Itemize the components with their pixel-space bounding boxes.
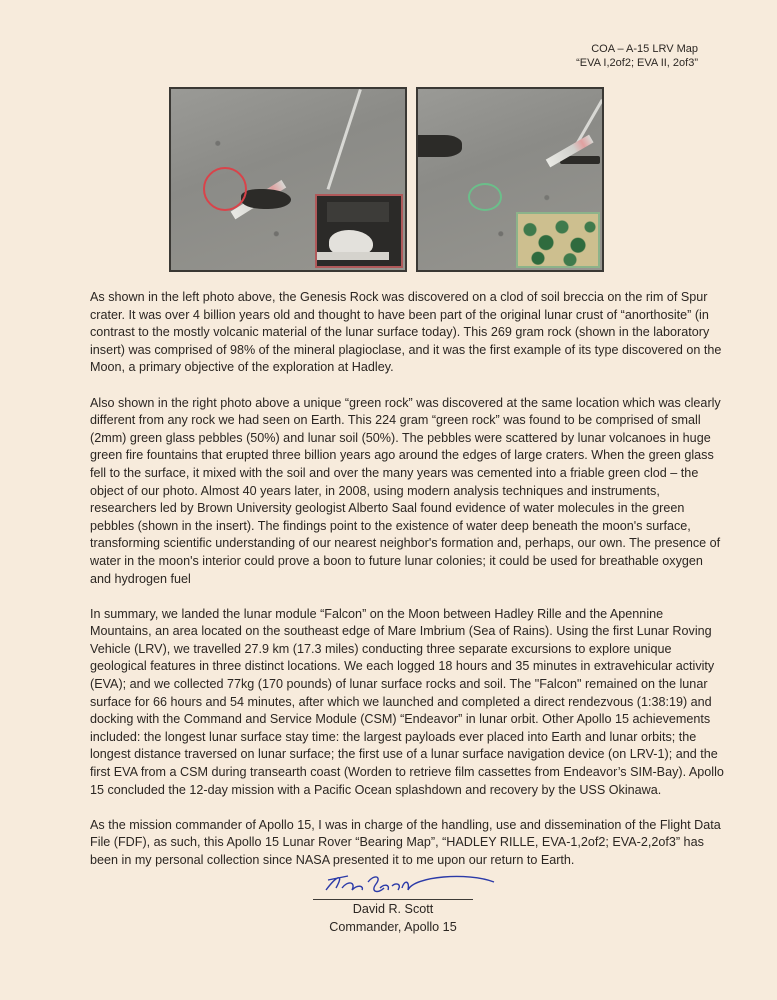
paragraph-summary: In summary, we landed the lunar module “Falcon” on the Moon between Hadley Rille and the Apennine Mountains, an area located on the southeast edge of Mare Imbrium (Sea of Rains). Using the first Lunar Roving Vehicle (LRV), we travelled 27.9 km (17.3 miles) conducting three separate excursions to explore unique geological features in three distinct locations. We each logged 18 hours and 35 minutes in extravehicular activity (EVA); and we collected 77kg (170 pounds) of lunar surface rocks and soil. The "Falcon" remained on the lunar surface for 66 hours and 54 minutes, after which we launched and completed a direct rendezvous (1:38:19) and docking with the Command and Service Module (CSM) “Endeavor” in lunar orbit. Other Apollo 15 achievements included: the longest lunar surface stay time: the largest payloads ever placed into Earth and lunar orbits; the longest distance traversed on lunar surface; the first use of a lunar surface navigation device (on LRV-1); and the first EVA from a CSM during transearth coast (Worden to retrieve film cassettes from Endeavor’s SIM-Bay). Apollo 15 concluded the 12-day mission with a Pacific Ocean splashdown and recovery by the USS Okinawa. bbox=[90, 606, 724, 797]
header-line-2: “EVA I,2of2; EVA II, 2of3” bbox=[576, 57, 698, 69]
laboratory-insert bbox=[315, 194, 403, 268]
left-shadow bbox=[418, 135, 462, 157]
signature-block bbox=[313, 899, 473, 936]
green-rock-photo bbox=[416, 87, 604, 272]
green-highlight-circle bbox=[468, 183, 502, 211]
lab-tray bbox=[317, 252, 389, 260]
genesis-rock-photo bbox=[169, 87, 407, 272]
rock-shadow bbox=[241, 189, 291, 209]
paragraph-green-rock: Also shown in the right photo above a unique “green rock” was discovered at the same location which was clearly different from any rock we had seen on Earth. This 224 gram “green rock” was found to be comprised of small (2mm) green glass pebbles (50%) and lunar soil (50%). The pebbles were scattered by lunar volcanoes in huge green fire fountains that erupted three billion years ago around the edges of large craters. When the green glass fell to the surface, it mixed with the soil and over the many years was cemented into a friable green clod – the object of our photo. Almost 40 years later, in 2008, using modern analysis techniques and instruments, researchers led by Brown University geologist Alberto Saal found evidence of water molecules in the green pebbles (shown in the insert). The findings point to the existence of water deep beneath the moon's surface, transforming scientific understanding of our nearest neighbor's formation and, perhaps, our own. The presence of water in the moon's interior could prove a boon to future lunar colonies; it could be used for breathable oxygen and hydrogen fuel bbox=[90, 395, 721, 586]
header-line-1: COA – A-15 LRV Map bbox=[591, 43, 698, 55]
letter-body bbox=[90, 289, 725, 887]
signature-icon bbox=[318, 868, 498, 898]
paragraph-provenance: As the mission commander of Apollo 15, I was in charge of the handling, use and dissemination of the Flight Data File (FDF), as such, this Apollo 15 Lunar Rover “Bearing Map”, “HADLEY RILLE, EVA-1,2of2; EVA-2,2of3” has been in my personal collection since NASA presented it to me upon our return to Earth. bbox=[90, 817, 721, 867]
red-highlight-circle bbox=[203, 167, 247, 211]
lab-label-panel bbox=[327, 202, 389, 222]
paragraph-genesis-rock: As shown in the left photo above, the Genesis Rock was discovered on a clod of soil breccia on the rim of Spur crater. It was over 4 billion years old and thought to have been part of the original lunar crust of “anorthosite” (in contrast to the mostly volcanic material of the lunar surface today). This 269 gram rock (shown in the laboratory insert) was comprised of 98% of the mineral plagioclase, and it was the first example of its type discovered on the Moon, a primary objective of the exploration at Hadley. bbox=[90, 290, 722, 375]
signer-name: David R. Scott bbox=[352, 902, 434, 916]
document-header bbox=[576, 42, 698, 70]
green-pebbles-insert bbox=[516, 212, 600, 268]
gnomon-pole bbox=[327, 89, 362, 190]
signer-title: Commander, Apollo 15 bbox=[329, 920, 457, 934]
